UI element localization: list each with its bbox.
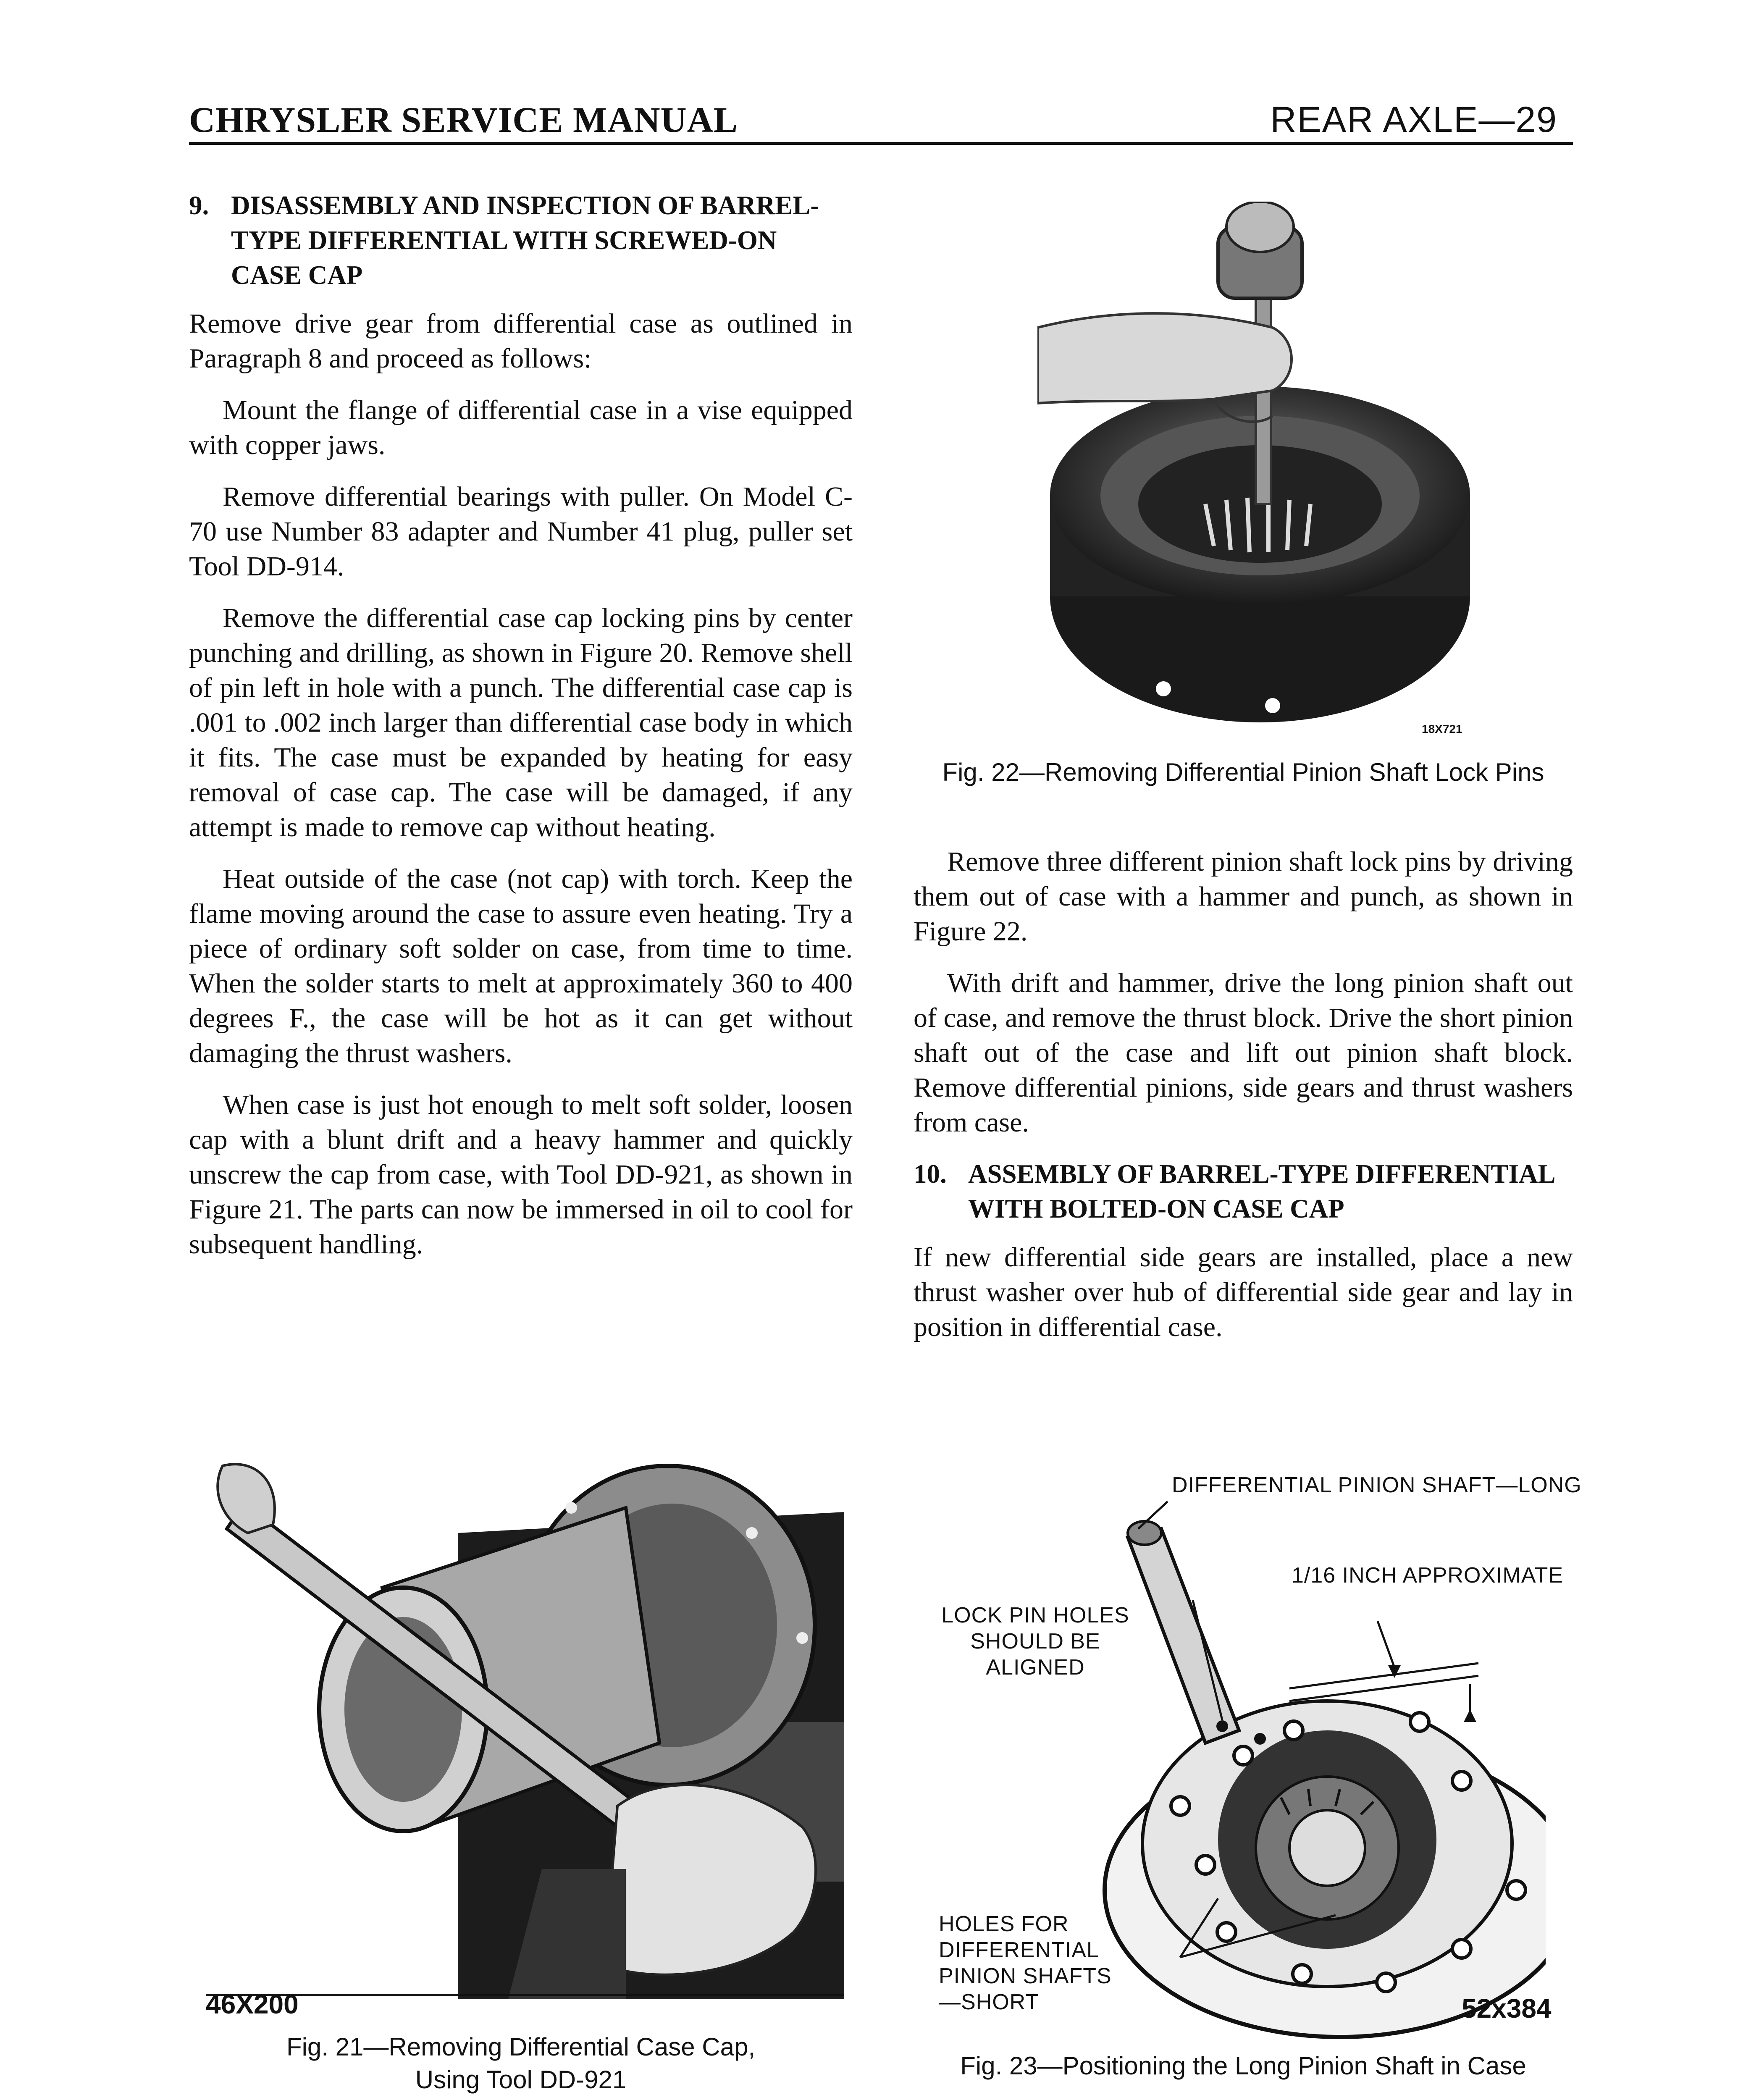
fig23-caption: Fig. 23—Positioning the Long Pinion Shaft in Case (960, 2052, 1526, 2080)
section-9-heading (189, 188, 853, 293)
fig21-caption-line1: Fig. 21—Removing Differential Case Cap, (286, 2033, 756, 2061)
fig23-code: 52x384 (1462, 1993, 1552, 2024)
paragraph: Remove three different pinion shaft lock pins by driving them out of case with a hammer and punch, as shown in Figure 22. (914, 846, 1573, 947)
section-9-number: 9. (189, 191, 209, 220)
section-9-title: DISASSEMBLY AND INSPECTION OF BARREL-TYPE DIFFERENTIAL WITH SCREWED-ON CASE CAP (231, 191, 819, 290)
running-header-title: CHRYSLER SERVICE MANUAL (189, 100, 738, 140)
header-rule (189, 142, 1573, 145)
fig23-label-holes: HOLES FOR DIFFERENTIAL PINION SHAFTS —SHORT (939, 1912, 1112, 2014)
left-column (189, 188, 853, 1278)
fig22-photo (1037, 202, 1483, 743)
right-column (914, 844, 1573, 1361)
fig21-code: 46X200 (206, 1989, 299, 2019)
running-header-page: REAR AXLE—29 (1270, 100, 1557, 140)
section-10-title: ASSEMBLY OF BARREL-TYPE DIFFERENTIAL WITH BOLTED-ON CASE CAP (968, 1159, 1554, 1223)
paragraph: Remove the differential case cap locking pins by center punching and drilling, as shown in Figure 20. Remove shell of pin left in hole with a punch. The differential case cap is .001 to .002 inch larger than differential case body in which it fits. The case must be expanded by heating for easy removal of case cap. The case will be damaged, if any attempt is made to remove cap without heating. (189, 603, 853, 843)
fig22-code: 18X721 (1422, 722, 1462, 735)
paragraph: Remove differential bearings with puller. On Model C-70 use Number 83 adapter and Number 41 plug, puller set Tool DD-914. (189, 481, 853, 582)
paragraph: Mount the flange of differential case in a vise equipped with copper jaws. (189, 395, 853, 460)
paragraph: Heat outside of the case (not cap) with torch. Keep the flame moving around the case to assure even heating. Try a piece of ordinary soft solder on case, from time to time. When the solder starts to melt at approximately 360 to 400 degrees F., the case will be hot as it can get without damaging the thrust washers. (189, 864, 853, 1068)
fig22-caption: Fig. 22—Removing Differential Pinion Shaft Lock Pins (942, 758, 1544, 786)
fig21-photo (206, 1449, 844, 1999)
fig23-label-approx: 1/16 INCH APPROXIMATE (1292, 1563, 1564, 1588)
paragraph: When case is just hot enough to melt soft solder, loosen cap with a blunt drift and a heavy hammer and quickly unscrew the cap from case, with Tool DD-921, as shown in Figure 21. The parts can now be immersed in oil to cool for subsequent handling. (189, 1089, 853, 1260)
paragraph: Remove drive gear from differential case as outlined in Paragraph 8 and proceed as follows: (189, 308, 853, 374)
fig23-label-long-shaft: DIFFERENTIAL PINION SHAFT—LONG (1172, 1473, 1582, 1497)
section-10-number: 10. (914, 1159, 947, 1189)
fig21-caption-line2: Using Tool DD-921 (415, 2066, 627, 2094)
fig23-label-lock-pin: LOCK PIN HOLES SHOULD BE ALIGNED (941, 1603, 1129, 1680)
paragraph: With drift and hammer, drive the long pinion shaft out of case, and remove the thrust block. Drive the short pinion shaft out of the case and lift out pinion shaft block. Remove differential pinions, side gears and thrust washers from case. (914, 968, 1573, 1138)
paragraph: If new differential side gears are installed, place a new thrust washer over hub of differential side gear and lay in position in differential case. (914, 1242, 1573, 1342)
section-10-heading (914, 1157, 1573, 1226)
